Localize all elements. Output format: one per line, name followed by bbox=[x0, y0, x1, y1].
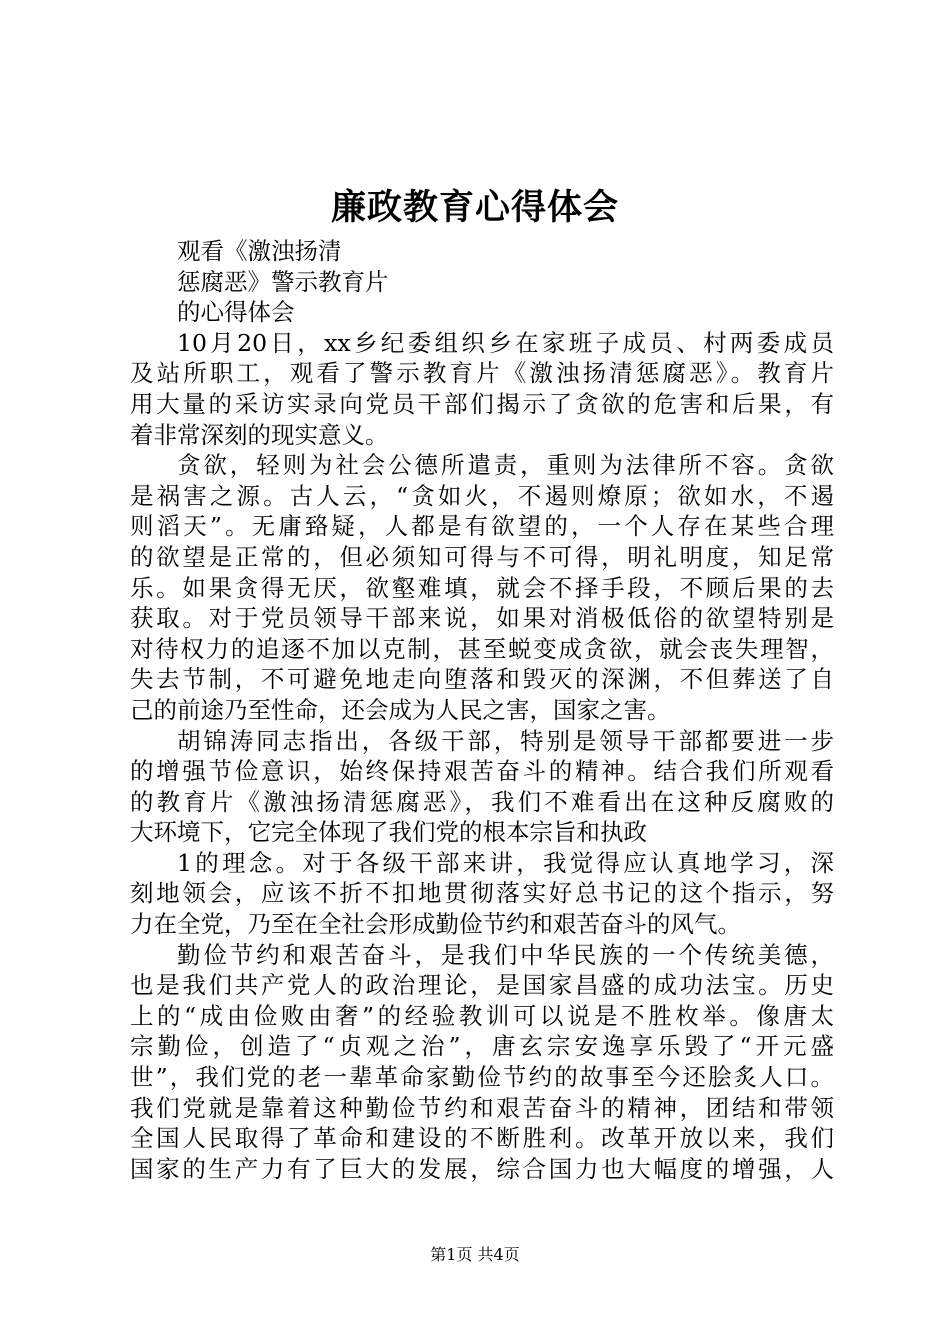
text-line: 刻地领会，应该不折不扣地贯彻落实好总书记的这个指示，努 bbox=[130, 879, 834, 908]
text-line: 观看《激浊扬清 bbox=[177, 237, 342, 265]
text-line: 胡锦涛同志指出，各级干部，特别是领导干部都要进一步 bbox=[177, 726, 834, 755]
text-line: 获取。对于党员领导干部来说，如果对消极低俗的欲望特别是 bbox=[130, 604, 834, 633]
text-line: 的欲望是正常的，但必须知可得与不可得，明礼明度，知足常 bbox=[130, 542, 834, 571]
text-line: 惩腐恶》警示教育片 bbox=[177, 267, 389, 296]
text-line: 着非常深刻的现实意义。 bbox=[130, 420, 389, 449]
text-line: 乐。如果贪得无厌，欲壑难填，就会不择手段，不顾后果的去 bbox=[130, 573, 834, 602]
text-line: 上的“成由俭败由奢”的经验教训可以说是不胜枚举。像唐太 bbox=[130, 1001, 834, 1030]
text-line: 己的前途乃至性命，还会成为人民之害，国家之害。 bbox=[130, 695, 671, 724]
text-line: 大环境下，它完全体现了我们党的根本宗旨和执政 bbox=[130, 818, 647, 847]
text-line: 贪欲，轻则为社会公德所遣责，重则为法律所不容。贪欲 bbox=[177, 451, 834, 480]
text-line: 及站所职工，观看了警示教育片《激浊扬清惩腐恶》。教育片 bbox=[130, 359, 834, 388]
text-line: 也是我们共产党人的政治理论，是国家昌盛的成功法宝。历史 bbox=[130, 971, 834, 1000]
text-line: 宗勤俭，创造了“贞观之治”，唐玄宗安逸享乐毁了“开元盛 bbox=[130, 1032, 834, 1061]
text-line: 全国人民取得了革命和建设的不断胜利。改革开放以来，我们 bbox=[130, 1124, 834, 1153]
text-line: 是祸害之源。古人云，“贪如火，不遏则燎原；欲如水，不遏 bbox=[130, 481, 834, 510]
text-line: 10月20日，xx乡纪委组织乡在家班子成员、村两委成员 bbox=[177, 328, 834, 357]
text-line: 勤俭节约和艰苦奋斗，是我们中华民族的一个传统美德， bbox=[177, 940, 834, 969]
text-line: 的教育片《激浊扬清惩腐恶》，我们不难看出在这种反腐败的 bbox=[130, 787, 834, 816]
page-footer: 第1页 共4页 bbox=[430, 1245, 520, 1264]
text-line: 力在全党，乃至在全社会形成勤俭节约和艰苦奋斗的风气。 bbox=[130, 910, 741, 939]
text-line: 用大量的采访实录向党员干部们揭示了贪欲的危害和后果，有 bbox=[130, 389, 834, 418]
text-line: 失去节制，不可避免地走向堕落和毁灭的深渊，不但葬送了自 bbox=[130, 665, 834, 694]
document-title: 廉政教育心得体会 bbox=[330, 187, 619, 228]
text-line: 我们党就是靠着这种勤俭节约和艰苦奋斗的精神，团结和带领 bbox=[130, 1093, 834, 1122]
document-body bbox=[130, 236, 834, 1184]
text-line: 对待权力的追逐不加以克制，甚至蜕变成贪欲，就会丧失理智， bbox=[130, 634, 834, 663]
text-line: 国家的生产力有了巨大的发展，综合国力也大幅度的增强，人 bbox=[130, 1154, 834, 1183]
text-line: 1的理念。对于各级干部来讲，我觉得应认真地学习，深 bbox=[177, 848, 834, 877]
text-line: 的增强节俭意识，始终保持艰苦奋斗的精神。结合我们所观看 bbox=[130, 757, 834, 786]
text-line: 则滔天”。无庸臵疑，人都是有欲望的，一个人存在某些合理 bbox=[130, 512, 834, 541]
text-line: 的心得体会 bbox=[177, 298, 295, 327]
text-line: 世”，我们党的老一辈革命家勤俭节约的故事至今还脍炙人口。 bbox=[130, 1063, 834, 1092]
